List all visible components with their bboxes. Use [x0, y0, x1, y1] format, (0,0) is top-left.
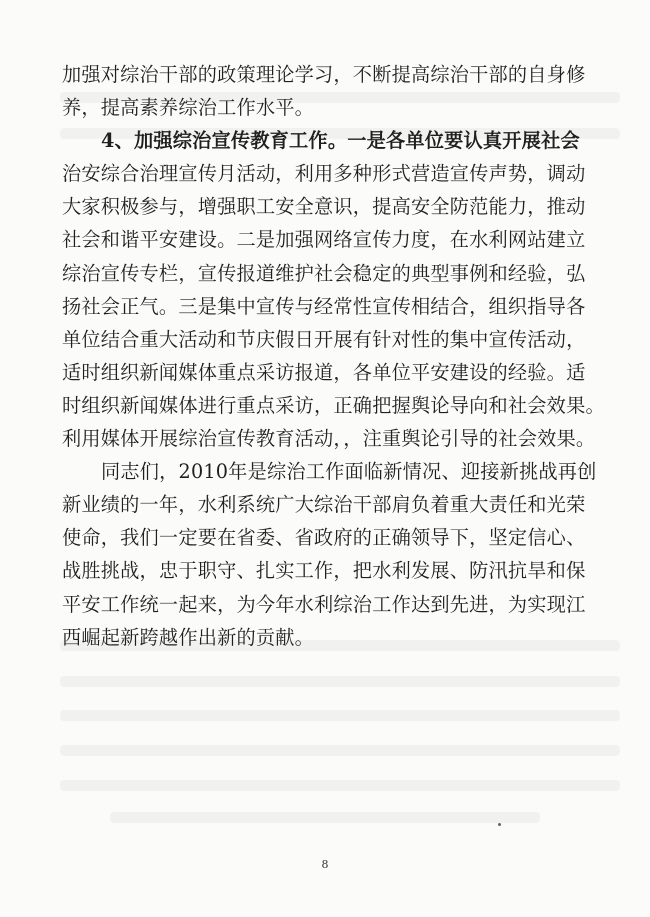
scan-speck [498, 823, 501, 826]
text-line: 使命，我们一定要在省委、省政府的正确领导下，坚定信心、 [62, 526, 586, 550]
paragraph-start-line: 同志们，2010年是综治工作面临新情况、迎接新挑战再创 [101, 460, 597, 484]
page-number: 8 [321, 858, 329, 871]
text-line: 时组织新闻媒体进行重点采访，正确把握舆论导向和社会效果。 [62, 393, 605, 417]
text-line: 平安工作统一起来，为今年水利综治工作达到先进，为实现江 [62, 592, 586, 616]
text-line: 适时组织新闻媒体重点采访报道，各单位平安建设的经验。适 [62, 360, 586, 384]
text-line: 新业绩的一年，水利系统广大综治干部肩负着重大责任和光荣 [62, 493, 586, 517]
text-line: 西崛起新跨越作出新的贡献。 [62, 625, 315, 649]
text-line: 社会和谐平安建设。二是加强网络宣传力度，在水利网站建立 [62, 228, 586, 252]
show-through-mark [60, 710, 620, 721]
show-through-mark [60, 745, 620, 756]
show-through-mark [110, 812, 540, 823]
text-line: 综治宣传专栏，宣传报道维护社会稳定的典型事例和经验，弘 [62, 261, 586, 285]
text-line: 利用媒体开展综治宣传教育活动，，注重舆论引导的社会效果。 [62, 427, 596, 451]
text-line: 大家积极参与，增强职工安全意识，提高安全防范能力，推动 [62, 195, 586, 219]
text-line: 战胜挑战，忠于职守、扎实工作，把水利发展、防汛抗旱和保 [62, 559, 586, 583]
text-line: 扬社会正气。三是集中宣传与经常性宣传相结合，组织指导各 [62, 294, 586, 318]
text-line: 加强对综治干部的政策理论学习，不断提高综治干部的自身修 [62, 63, 586, 86]
show-through-mark [60, 676, 620, 687]
section-heading-line: 4、加强综治宣传教育工作。一是各单位要认真开展社会 [101, 129, 580, 153]
text-line: 治安综合治理宣传月活动，利用多种形式营造宣传声势，调动 [62, 162, 586, 186]
text-line: 养，提高素养综治工作水平。 [62, 96, 315, 120]
show-through-mark [60, 780, 620, 791]
text-line: 单位结合重大活动和节庆假日开展有针对性的集中宣传活动， [62, 327, 586, 351]
document-body [62, 58, 605, 654]
